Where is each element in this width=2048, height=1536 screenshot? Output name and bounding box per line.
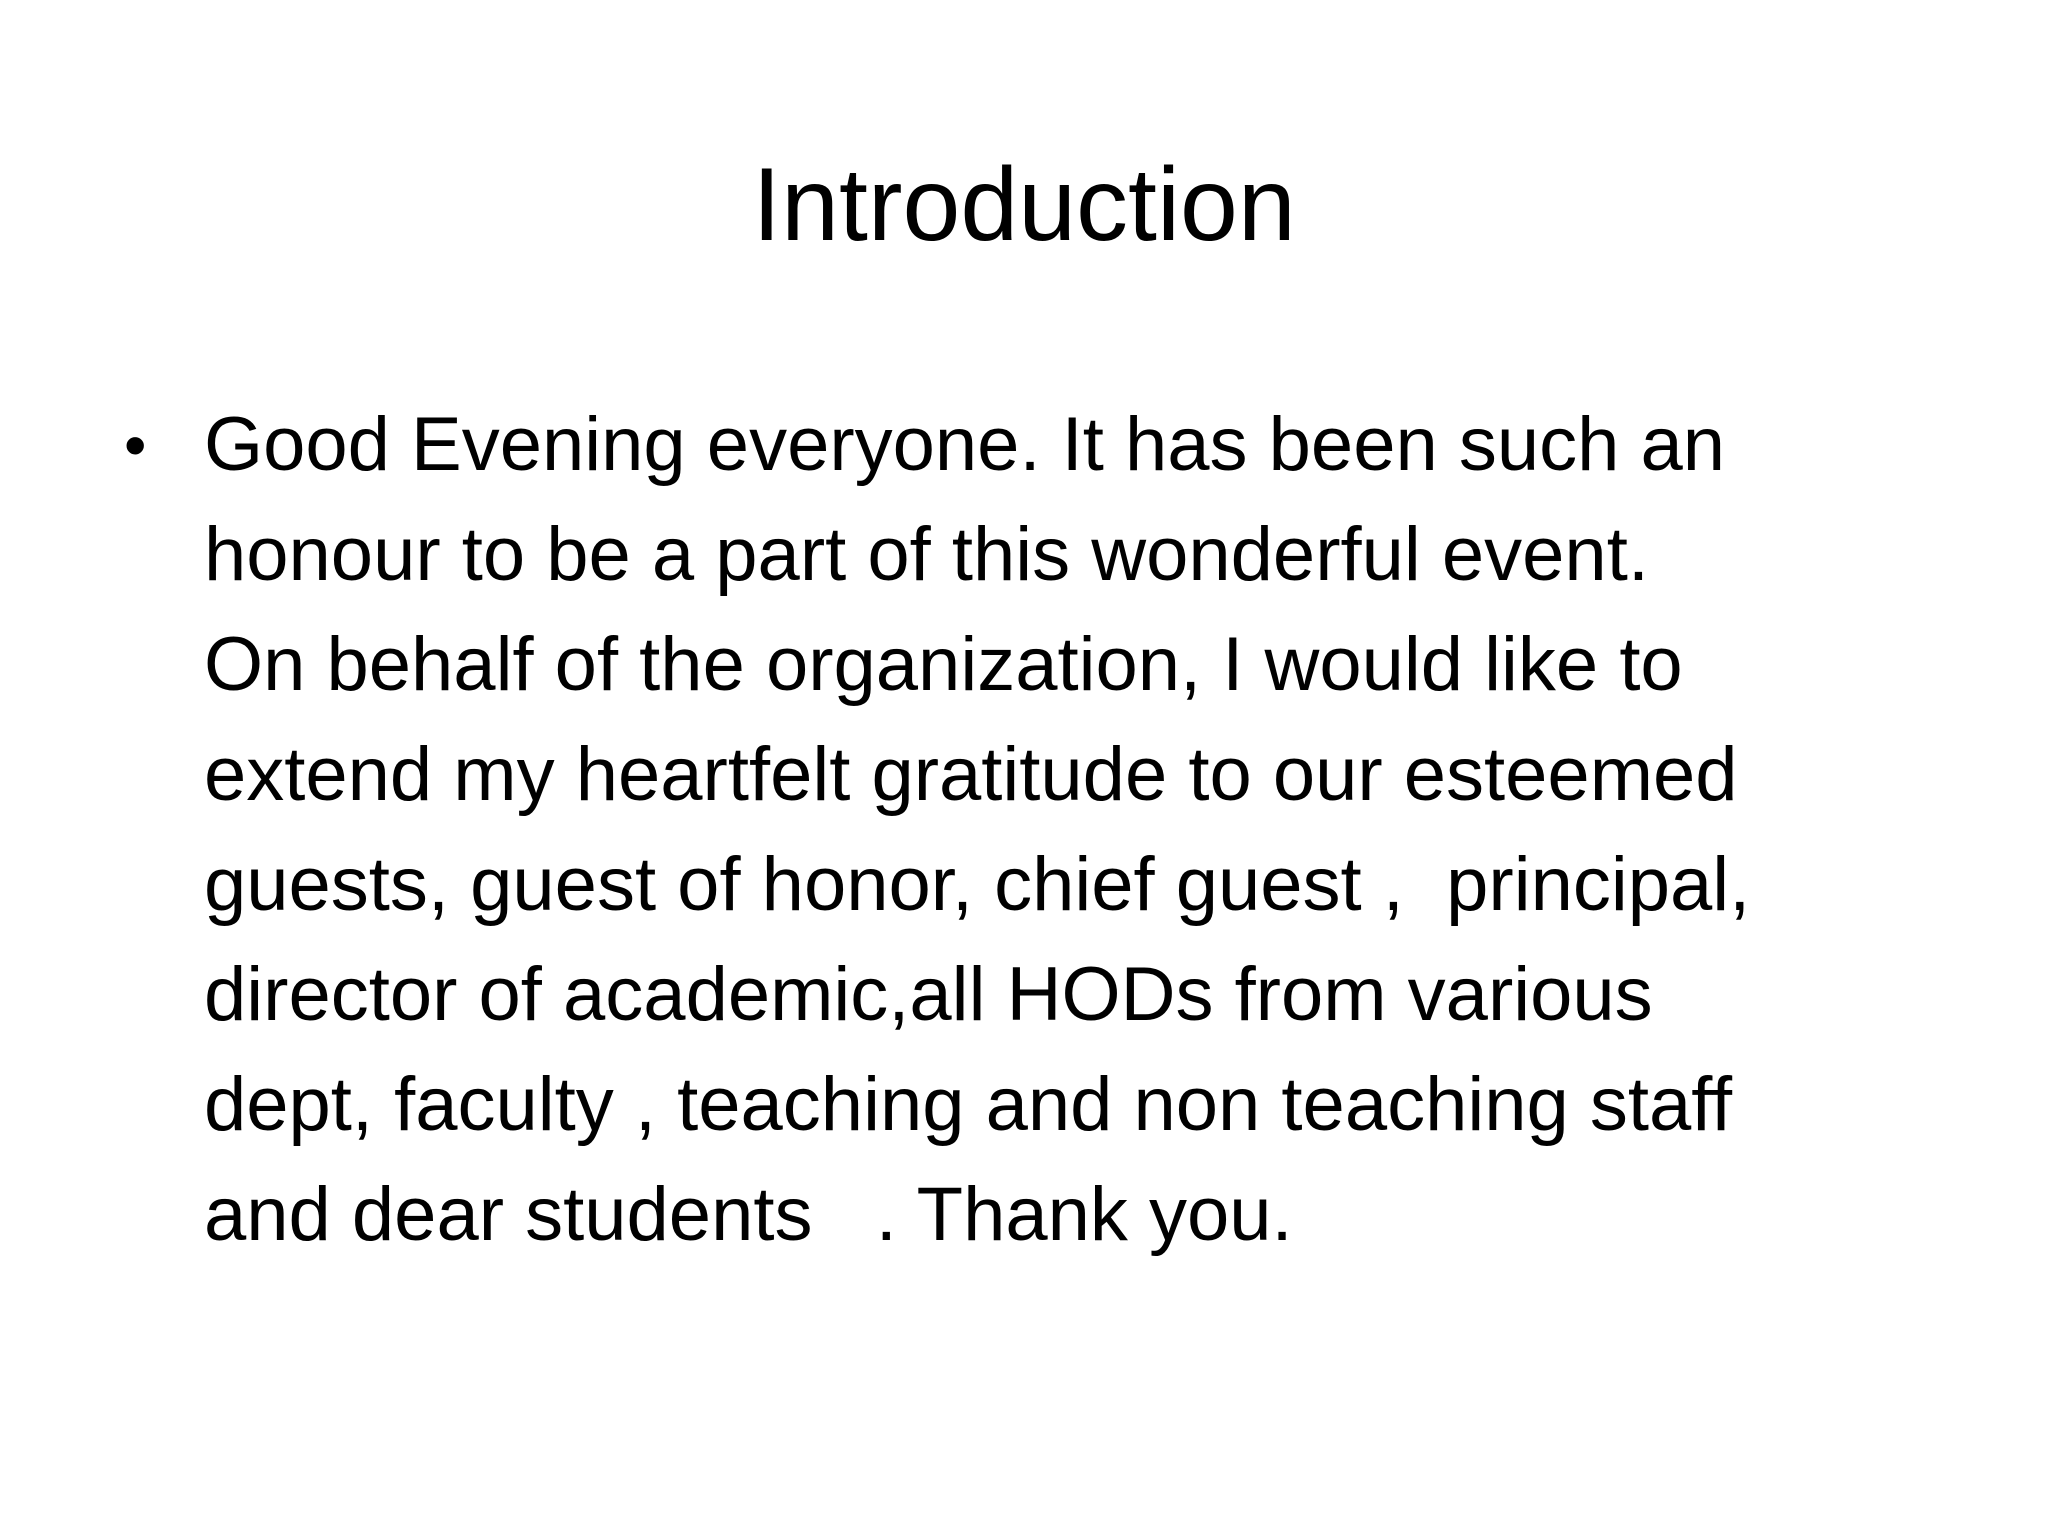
slide-title: Introduction — [752, 147, 1296, 263]
bullet-icon: • — [124, 409, 147, 481]
bullet-text-line: director of academic,all HODs from various — [204, 952, 1653, 1037]
bullet-text-line: dept, faculty , teaching and non teaching staff — [204, 1062, 1733, 1147]
bullet-text-line: guests, guest of honor, chief guest , principal, — [204, 842, 1751, 927]
bullet-list — [120, 390, 1960, 1270]
bullet-item — [120, 390, 1960, 1270]
bullet-text-line: On behalf of the organization, I would like to — [204, 622, 1683, 707]
bullet-text-line: and dear students . Thank you. — [204, 1172, 1293, 1257]
bullet-text-line: Good Evening everyone. It has been such an — [204, 402, 1726, 487]
bullet-text-line: honour to be a part of this wonderful event. — [204, 512, 1649, 597]
bullet-text-line: extend my heartfelt gratitude to our esteemed — [204, 732, 1738, 817]
